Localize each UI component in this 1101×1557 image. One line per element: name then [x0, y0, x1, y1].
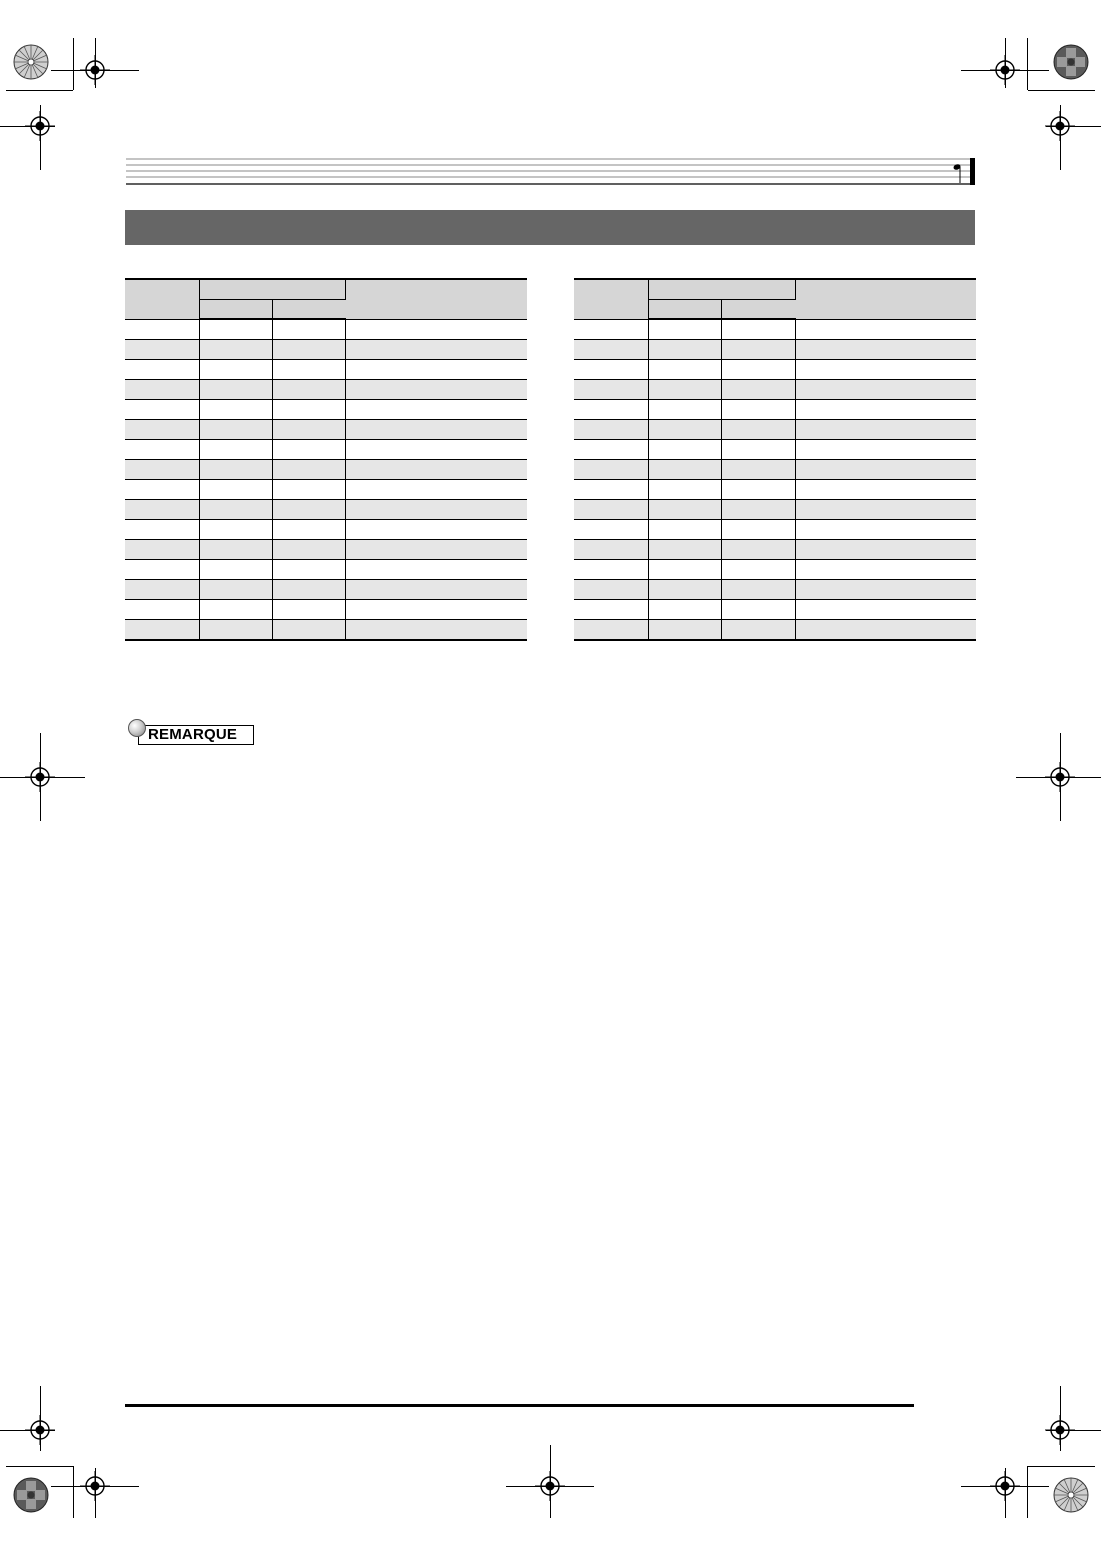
- table-row: [574, 480, 976, 500]
- table-left-body: [125, 319, 527, 640]
- table-row: [125, 420, 527, 440]
- crop-mark-line: [1028, 1466, 1095, 1467]
- table-header-cell: [574, 279, 648, 319]
- color-disc-icon: [1053, 1477, 1089, 1513]
- table-subheader-cell: [272, 300, 345, 320]
- color-disc-icon: [13, 1477, 49, 1513]
- crop-mark-line: [1027, 1466, 1028, 1518]
- table-row: [125, 400, 527, 420]
- table-row: [574, 420, 976, 440]
- table-right: [574, 278, 976, 641]
- table-row: [574, 319, 976, 340]
- table-row: [574, 460, 976, 480]
- table-right-body: [574, 319, 976, 640]
- table-subheader-cell: [648, 300, 721, 320]
- table-row: [125, 560, 527, 580]
- crop-mark-line: [73, 38, 74, 90]
- table-row: [574, 500, 976, 520]
- table-row: [125, 620, 527, 641]
- table-row: [125, 460, 527, 480]
- note-bulb-icon: [128, 719, 146, 737]
- remarque-label: [128, 719, 256, 745]
- table-subheader-cell: [721, 300, 795, 320]
- table-row: [125, 500, 527, 520]
- table-row: [125, 540, 527, 560]
- table-row: [125, 480, 527, 500]
- section-banner: [125, 210, 975, 245]
- table-row: [574, 620, 976, 641]
- registration-target-icon: [25, 111, 55, 141]
- registration-target-icon: [80, 55, 110, 85]
- table-header-cell: [125, 279, 199, 319]
- registration-target-icon: [25, 1415, 55, 1445]
- table-header-cell: [795, 279, 976, 319]
- crop-mark-line: [73, 1466, 74, 1518]
- table-row: [574, 380, 976, 400]
- table-header-cell: [648, 279, 795, 300]
- table-row: [574, 440, 976, 460]
- crop-mark-line: [1027, 38, 1028, 90]
- registration-target-icon: [535, 1471, 565, 1501]
- table-row: [125, 380, 527, 400]
- table-header-cell: [345, 279, 527, 319]
- table-row: [125, 360, 527, 380]
- crop-mark-line: [6, 90, 73, 91]
- quarter-note-icon: [953, 163, 962, 183]
- table-row: [574, 340, 976, 360]
- table-row: [574, 520, 976, 540]
- table-header-cell: [199, 279, 345, 300]
- table-row: [574, 580, 976, 600]
- registration-target-icon: [25, 762, 55, 792]
- crop-mark-line: [6, 1466, 73, 1467]
- table-row: [125, 580, 527, 600]
- table-left: [125, 278, 527, 641]
- footer-rule: [125, 1404, 914, 1407]
- registration-target-icon: [990, 55, 1020, 85]
- table-row: [125, 520, 527, 540]
- registration-target-icon: [990, 1471, 1020, 1501]
- table-row: [125, 600, 527, 620]
- registration-target-icon: [1045, 1415, 1075, 1445]
- table-row: [125, 340, 527, 360]
- table-row: [125, 319, 527, 340]
- music-staff-icon: [126, 158, 976, 186]
- registration-target-icon: [1045, 762, 1075, 792]
- remarque-text: REMARQUE: [148, 726, 238, 743]
- registration-target-icon: [80, 1471, 110, 1501]
- table-row: [574, 400, 976, 420]
- table-row: [574, 600, 976, 620]
- table-row: [574, 540, 976, 560]
- table-row: [574, 360, 976, 380]
- color-disc-icon: [1053, 44, 1089, 80]
- registration-target-icon: [1045, 111, 1075, 141]
- crop-mark-line: [1028, 90, 1095, 91]
- table-row: [125, 440, 527, 460]
- table-row: [574, 560, 976, 580]
- color-disc-icon: [13, 44, 49, 80]
- table-subheader-cell: [199, 300, 272, 320]
